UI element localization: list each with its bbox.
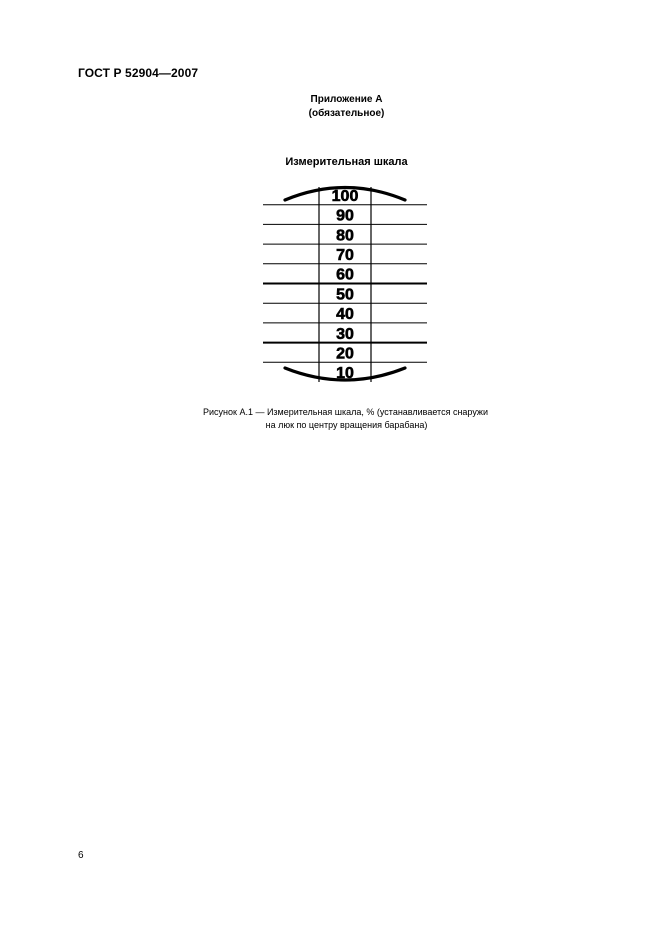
scale-label-60: 60 [336, 266, 354, 284]
document-code: ГОСТ Р 52904—2007 [78, 66, 199, 80]
scale-label-100: 100 [331, 187, 359, 205]
annex-status: (обязательное) [308, 108, 385, 119]
annex-title: Приложение А [310, 94, 383, 105]
scale-label-30: 30 [336, 325, 354, 343]
page-number: 6 [78, 850, 84, 861]
scale-label-50: 50 [336, 286, 354, 304]
scale-label-10: 10 [336, 365, 354, 383]
scale-label-90: 90 [336, 207, 354, 225]
scale-label-40: 40 [336, 306, 354, 324]
scale-label-70: 70 [336, 246, 354, 264]
scale-labels [332, 188, 359, 382]
figure-caption-line-1: Рисунок А.1 — Измерительная шкала, % (устанавливается снаружи [203, 407, 488, 417]
scale-label-80: 80 [336, 227, 354, 245]
figure-caption-line-2: на люк по центру вращения барабана) [265, 420, 428, 430]
measurement-scale-figure [255, 182, 439, 384]
scale-label-20: 20 [336, 345, 354, 363]
figure-heading: Измерительная шкала [285, 156, 408, 168]
